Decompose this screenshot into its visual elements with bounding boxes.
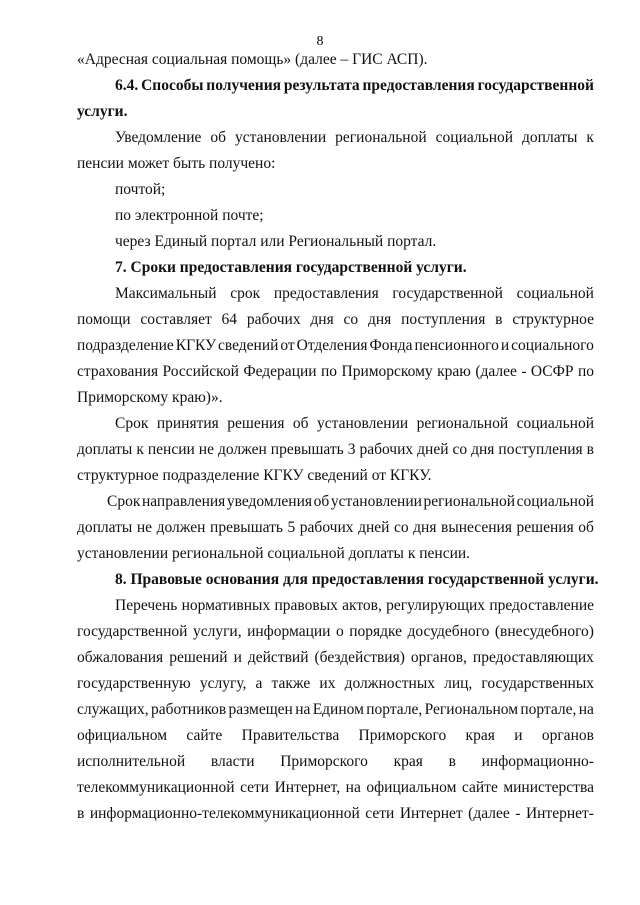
word: 5 (287, 519, 296, 536)
text-line (77, 489, 594, 515)
word: также (271, 675, 311, 692)
paragraph-legal-acts (77, 593, 594, 827)
word: в (77, 805, 85, 822)
paragraph-decision-term (77, 411, 594, 489)
word: (далее (475, 363, 517, 380)
word: сети (365, 805, 395, 822)
word: региональной (423, 493, 516, 510)
word: Федерации (243, 363, 317, 380)
word: государственных (481, 675, 594, 692)
word: Едином (312, 701, 364, 718)
word: ОСФР (530, 363, 574, 380)
heading-8 (77, 567, 599, 593)
word: дня (413, 519, 437, 536)
word: предоставление (489, 597, 594, 614)
word: со (393, 519, 409, 536)
heading-line: услуги. (77, 103, 128, 120)
word: рабочих (299, 519, 354, 536)
word: уведомления (226, 493, 313, 510)
word: превышать (210, 519, 283, 536)
word: дня (471, 441, 495, 458)
word: от (280, 337, 295, 354)
word: дней (358, 519, 390, 536)
text-line (77, 723, 594, 749)
text-line: почтой; (115, 181, 166, 198)
word: страхования (77, 363, 159, 380)
word: социальной (435, 129, 514, 146)
word: структурное (512, 311, 594, 328)
word: социальной (516, 493, 594, 510)
word: рабочих (359, 441, 414, 458)
text-line: Приморскому краю)». (77, 389, 223, 406)
word: со (343, 311, 359, 328)
text-line: по электронной почте; (115, 207, 264, 224)
word: официальном (77, 727, 168, 744)
paragraph-max-term (77, 281, 594, 411)
word: Фонда (369, 337, 413, 354)
list-item-email (77, 203, 594, 229)
word: исполнительной (77, 753, 186, 770)
word: - (521, 363, 527, 380)
word: досудебного (407, 623, 490, 640)
word: пенсионного (414, 337, 499, 354)
word: рабочих (246, 311, 301, 328)
word: государственной (77, 623, 188, 640)
word: получения (206, 77, 282, 94)
paragraph-notification (77, 125, 594, 177)
word: края (465, 727, 495, 744)
word: дня (310, 311, 334, 328)
heading-6-4 (77, 73, 594, 125)
text-line: пенсии может быть получено: (77, 155, 276, 172)
word: услуги, (192, 623, 242, 640)
paragraph-gis-asp (77, 47, 594, 73)
word: о (335, 623, 344, 640)
word: об (292, 415, 309, 432)
word: решения (516, 519, 574, 536)
word: (далее (468, 805, 510, 822)
word: правовых (274, 597, 338, 614)
word: телекоммуникационной (77, 779, 235, 796)
word: Перечень (115, 597, 178, 614)
word: со (452, 441, 468, 458)
text-line (77, 645, 594, 671)
word: органов (541, 727, 594, 744)
word: сведений (218, 337, 279, 354)
word: по (577, 363, 594, 380)
text-line: структурное подразделение КГКУ сведений от КГКУ. (77, 467, 432, 484)
word: и (500, 337, 510, 354)
word: нормативных (181, 597, 271, 614)
word: власти (210, 753, 255, 770)
word: дня (367, 311, 392, 328)
text-line (77, 125, 594, 151)
word: Региональном (424, 701, 519, 718)
paragraph-notification-term (77, 489, 594, 567)
word: (внесудебного) (494, 623, 594, 640)
word: порядке (349, 623, 403, 640)
text-line (77, 801, 594, 827)
word: портале, (520, 701, 577, 718)
text-line (77, 359, 594, 385)
word: к (136, 441, 144, 458)
word: установлении (235, 129, 327, 146)
text-line (77, 281, 594, 307)
text-line (77, 333, 594, 359)
word: Срок (115, 415, 149, 432)
word: служащих, (77, 701, 149, 718)
word: официальном (366, 779, 457, 796)
word: Интернет, (274, 779, 341, 796)
word: Правительства (241, 727, 340, 744)
word: услугу, (199, 675, 247, 692)
heading-7 (77, 255, 594, 281)
word: дней (417, 441, 449, 458)
word: пенсии (147, 441, 195, 458)
word: предоставляющих (472, 649, 594, 666)
word: в (448, 753, 456, 770)
word: Уведомление (115, 129, 202, 146)
text-line (77, 515, 594, 541)
word: (бездействия) (314, 649, 405, 666)
word: государственную (77, 675, 191, 692)
word: должностных (344, 675, 435, 692)
word: составляет (140, 311, 212, 328)
word: поступления (401, 311, 486, 328)
word: Российской (162, 363, 239, 380)
word: по (321, 363, 338, 380)
heading-line: 8. Правовые основания для предоставления государственной услуги. (115, 571, 599, 588)
word: социального (511, 337, 594, 354)
word: и (233, 649, 242, 666)
word: решений (169, 649, 228, 666)
word: Способы (141, 77, 204, 94)
word: направления (141, 493, 226, 510)
word: а (255, 675, 263, 692)
list-item-mail (77, 177, 594, 203)
word: предоставления (362, 77, 475, 94)
word: предоставления (273, 285, 379, 302)
word: информационно- (481, 753, 594, 770)
word: - (515, 805, 521, 822)
word: в (495, 311, 503, 328)
text-line (77, 593, 594, 619)
word: к (586, 129, 594, 146)
word: результата (283, 77, 360, 94)
text-line (77, 775, 594, 801)
word: об (578, 519, 594, 536)
word: доплаты (522, 129, 578, 146)
word: актов, (342, 597, 382, 614)
word: не (198, 441, 214, 458)
word: портале, (366, 701, 423, 718)
word: сети (240, 779, 270, 796)
word: и (514, 727, 523, 744)
page-number: 8 (316, 34, 324, 49)
text-line (77, 411, 594, 437)
word: социальной (516, 415, 594, 432)
text-line: установлении региональной социальной доплаты к пенсии. (77, 545, 471, 562)
word: информационно-телекоммуникационной (89, 805, 360, 822)
word: краю (437, 363, 471, 380)
word: принятия (156, 415, 219, 432)
word: Интернет (399, 805, 463, 822)
word: Максимальный (115, 285, 217, 302)
word: социальной (516, 285, 594, 302)
text-line: через Единый портал или Региональный портал. (115, 233, 437, 250)
word: 3 (347, 441, 356, 458)
word: региональной (335, 129, 427, 146)
word: установлении (330, 493, 422, 510)
text-line (77, 671, 594, 697)
word: на (295, 701, 311, 718)
word: государственной (392, 285, 503, 302)
word: об (313, 493, 330, 510)
text-line (77, 307, 594, 333)
list-item-portal (77, 229, 594, 255)
word: должен (217, 441, 267, 458)
word: работников (150, 701, 227, 718)
text-line (77, 697, 594, 723)
word: превышать (270, 441, 344, 458)
word: информации (247, 623, 331, 640)
word: не (136, 519, 153, 536)
word: края (393, 753, 423, 770)
word: обжалования (77, 649, 164, 666)
word: доплаты (77, 519, 133, 536)
word: Отделения (296, 337, 368, 354)
word: сайте (461, 779, 498, 796)
word: размещен (228, 701, 293, 718)
heading-line: 7. Сроки предоставления государственной услуги. (115, 259, 467, 276)
word: 6.4. (115, 77, 139, 94)
word: КГКУ (175, 337, 217, 354)
word: на (345, 779, 361, 796)
word: должен (156, 519, 206, 536)
heading-line (77, 73, 594, 99)
word: поступления (498, 441, 583, 458)
word: Срок (107, 493, 141, 510)
word: Интернет- (525, 805, 594, 822)
word: их (319, 675, 336, 692)
document-body (77, 47, 599, 827)
word: региональной (416, 415, 509, 432)
word: государственной (477, 77, 594, 94)
word: на (578, 701, 594, 718)
text-line (77, 749, 594, 775)
word: лиц, (444, 675, 473, 692)
word: сайте (186, 727, 223, 744)
word: регулирующих (386, 597, 486, 614)
word: подразделение (77, 337, 174, 354)
text-line (77, 437, 594, 463)
word: Приморского (280, 753, 368, 770)
word: решения (227, 415, 285, 432)
word: вынесения (441, 519, 512, 536)
word: действий (247, 649, 309, 666)
word: помощи (77, 311, 131, 328)
word: министерства (503, 779, 594, 796)
word: об (210, 129, 227, 146)
text-line (77, 619, 594, 645)
word: в (586, 441, 594, 458)
word: Приморского (358, 727, 447, 744)
word: органов, (410, 649, 467, 666)
word: доплаты (77, 441, 133, 458)
word: установлении (317, 415, 409, 432)
word: Приморскому (341, 363, 433, 380)
word: срок (230, 285, 261, 302)
word: 64 (221, 311, 238, 328)
text-line: «Адресная социальная помощь» (далее – ГИС АСП). (77, 51, 428, 68)
